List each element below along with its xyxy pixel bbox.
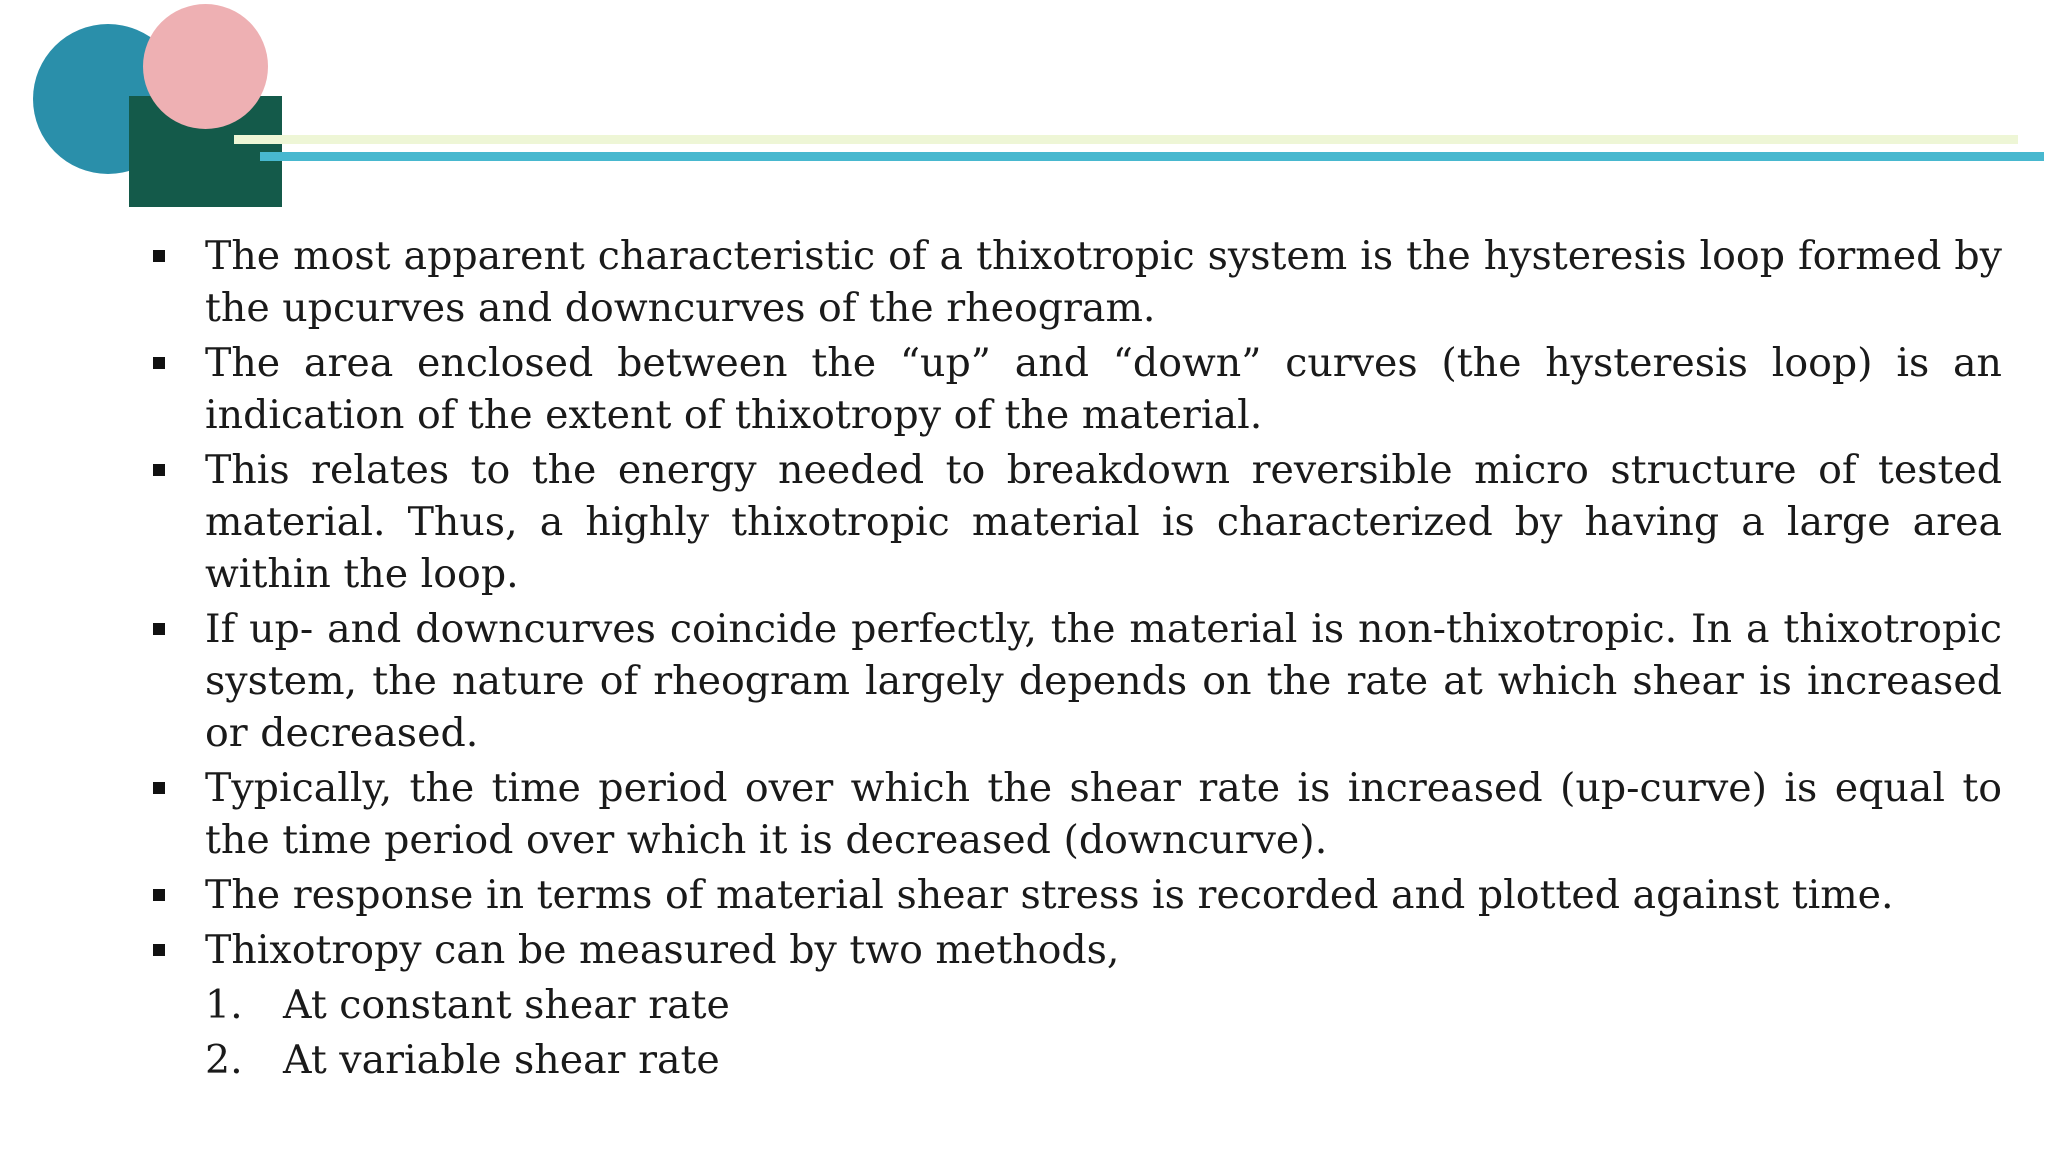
numbered-item-text: At variable shear rate (283, 1037, 720, 1083)
bullet-text: The area enclosed between the “up” and “down” curves (the hysteresis loop) is an indication of the extent of thixotropy of the material. (205, 340, 2002, 438)
square-bullet-icon (153, 782, 165, 794)
numbered-item (140, 1034, 2002, 1086)
bullet-item (140, 603, 2002, 759)
square-bullet-icon (153, 944, 165, 956)
bullet-item (140, 337, 2002, 441)
square-bullet-icon (153, 357, 165, 369)
numbered-item-text: At constant shear rate (283, 982, 730, 1028)
bullet-item (140, 762, 2002, 866)
square-bullet-icon (153, 250, 165, 262)
item-number: 2. (205, 1037, 243, 1083)
bullet-text: The most apparent characteristic of a thixotropic system is the hysteresis loop formed by the upcurves and downcurves of the rheogram. (205, 233, 2002, 331)
bullet-item (140, 230, 2002, 334)
square-bullet-icon (153, 464, 165, 476)
bullet-text: Typically, the time period over which the shear rate is increased (up-curve) is equal to the time period over which it is decreased (downcurve). (205, 765, 2002, 863)
decorative-light-line (234, 135, 2018, 144)
decorative-pink-circle (143, 4, 268, 129)
bullet-item (140, 924, 2002, 976)
square-bullet-icon (153, 889, 165, 901)
bullet-item (140, 869, 2002, 921)
item-number: 1. (205, 982, 243, 1028)
bullet-text: This relates to the energy needed to breakdown reversible micro structure of tested material. Thus, a highly thixotropic material is characterized by having a large area within the loop. (205, 447, 2002, 597)
bullet-text: Thixotropy can be measured by two methods, (205, 927, 1120, 973)
slide-body (140, 230, 2002, 1089)
decorative-blue-line (260, 152, 2044, 161)
bullet-text: The response in terms of material shear stress is recorded and plotted against time. (205, 872, 1894, 918)
square-bullet-icon (153, 623, 165, 635)
bullet-text: If up- and downcurves coincide perfectly, the material is non-thixotropic. In a thixotropic system, the nature of rheogram largely depends on the rate at which shear is increased or decreased. (205, 606, 2002, 756)
numbered-item (140, 979, 2002, 1031)
bullet-item (140, 444, 2002, 600)
